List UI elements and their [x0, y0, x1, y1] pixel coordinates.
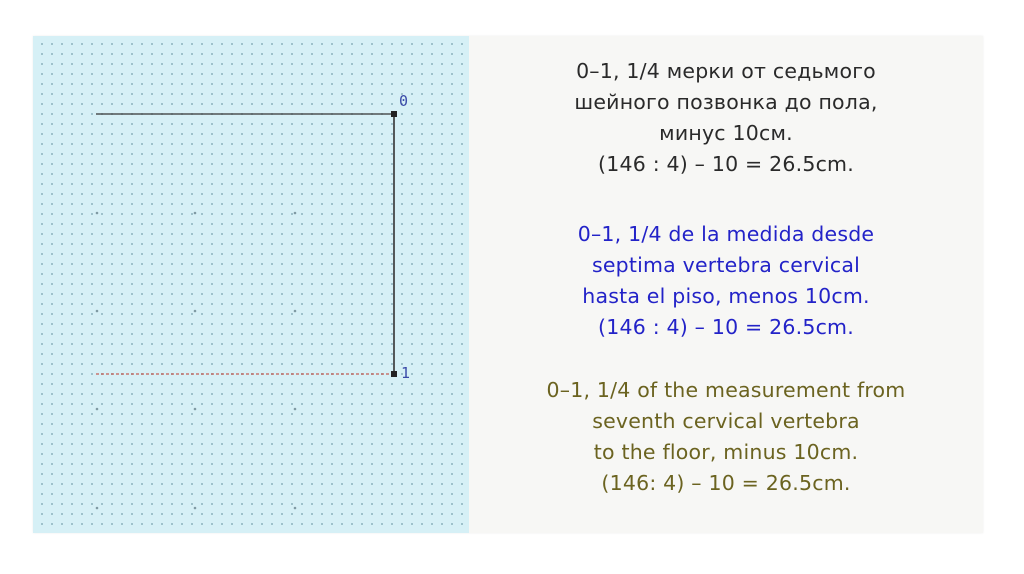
- grid-reference-dots: [96, 212, 297, 510]
- point-label-0: 0: [399, 92, 409, 110]
- pattern-drawing: [33, 36, 469, 533]
- instructions-panel: [470, 36, 982, 533]
- instruction-russian-line: минус 10см.: [659, 121, 793, 145]
- point-label-1: 1: [401, 364, 411, 382]
- instruction-spanish: [470, 219, 982, 343]
- instruction-english-line: 0–1, 1/4 of the measurement from: [546, 378, 906, 402]
- instruction-spanish-line: 0–1, 1/4 de la medida desde: [577, 222, 875, 246]
- instruction-spanish-line: septima vertebra cervical: [591, 253, 861, 277]
- instruction-russian-line: 0–1, 1/4 мерки от седьмого: [576, 59, 876, 83]
- point-marker-0: [391, 111, 397, 117]
- pattern-grid-canvas: [33, 36, 469, 533]
- instruction-russian-line: шейного позвонка до пола,: [574, 90, 878, 114]
- point-marker-1: [391, 371, 397, 377]
- instruction-russian: [470, 56, 982, 180]
- instruction-spanish-line: hasta el piso, menos 10cm.: [582, 284, 870, 308]
- instruction-english-line: (146: 4) – 10 = 26.5cm.: [601, 471, 851, 495]
- instruction-english: [470, 375, 982, 499]
- instruction-english-line: to the floor, minus 10cm.: [593, 440, 859, 464]
- instruction-english-line: seventh cervical vertebra: [592, 409, 860, 433]
- instruction-spanish-line: (146 : 4) – 10 = 26.5cm.: [598, 315, 854, 339]
- instruction-russian-line: (146 : 4) – 10 = 26.5cm.: [598, 152, 854, 176]
